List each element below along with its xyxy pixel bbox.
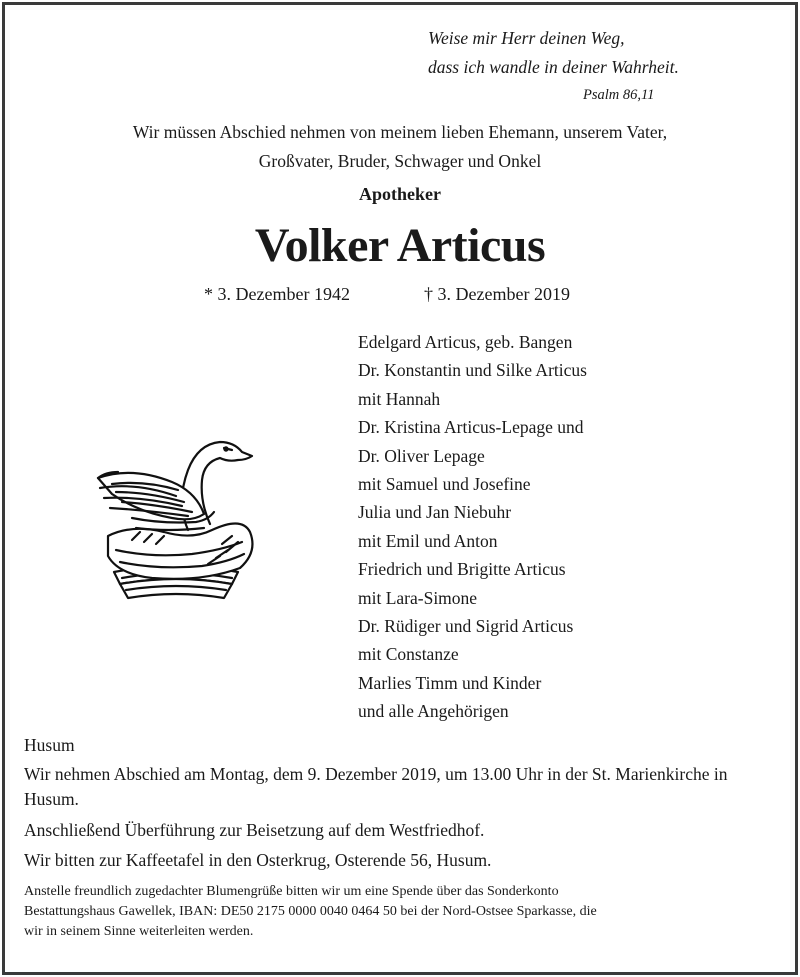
family-member: Julia und Jan Niebuhr — [358, 502, 512, 523]
swan-icon — [92, 432, 260, 602]
profession: Apotheker — [359, 184, 441, 204]
family-member: Edelgard Articus, geb. Bangen — [358, 332, 573, 352]
donation-note — [24, 882, 776, 942]
intro-line-1: Wir müssen Abschied nehmen von meinem lieben Ehemann, unserem Vater, — [132, 122, 668, 142]
family-member: und alle Angehörigen — [358, 701, 509, 722]
family-list — [358, 328, 587, 726]
transfer-text: Anschließend Überführung zur Beisetzung auf dem Westfriedhof. — [24, 820, 485, 840]
deceased-name: Volker Articus — [254, 219, 546, 272]
donation-note-line-1: Anstelle freundlich zugedachter Blumengrüße bitten wir um eine Spende über das Sonderkonto — [24, 884, 559, 899]
family-member: Dr. Konstantin und Silke Articus — [358, 360, 587, 381]
death-date: † 3. Dezember 2019 — [424, 284, 570, 304]
place: Husum — [24, 735, 75, 755]
family-member: mit Hannah — [358, 388, 441, 409]
family-member: mit Lara-Simone — [358, 587, 478, 608]
family-member: mit Samuel und Josefine — [358, 474, 531, 495]
verse-line-2: dass ich wandle in deiner Wahrheit. — [428, 57, 679, 77]
farewell-service-text: Wir nehmen Abschied am Montag, dem 9. Dezember 2019, um 13.00 Uhr in der St. Marienkirche in Husum. — [24, 764, 728, 809]
donation-note-line-2: Bestattungshaus Gawellek, IBAN: DE50 2175 0000 0040 0464 50 bei der Nord-Ostsee Sparkasse, die — [24, 904, 597, 919]
birth-date: * 3. Dezember 1942 — [204, 284, 350, 304]
family-member: Dr. Rüdiger und Sigrid Articus — [358, 616, 574, 637]
intro-text — [20, 118, 780, 176]
family-member: Dr. Oliver Lepage — [358, 445, 485, 466]
family-member: mit Emil und Anton — [358, 530, 498, 551]
intro-line-2: Großvater, Bruder, Schwager und Onkel — [258, 151, 542, 171]
family-member: Friedrich und Brigitte Articus — [358, 559, 566, 580]
verse-line-1: Weise mir Herr deinen Weg, — [428, 28, 625, 48]
family-member: Dr. Kristina Articus-Lepage und — [358, 417, 584, 438]
coffee-invitation-text: Wir bitten zur Kaffeetafel in den Osterkrug, Osterende 56, Husum. — [24, 850, 492, 870]
donation-note-line-3: wir in seinem Sinne weiterleiten werden. — [24, 924, 254, 939]
family-member: Marlies Timm und Kinder — [358, 672, 542, 693]
bible-verse — [428, 24, 679, 103]
verse-reference: Psalm 86,11 — [583, 87, 655, 103]
family-member: mit Constanze — [358, 644, 459, 665]
